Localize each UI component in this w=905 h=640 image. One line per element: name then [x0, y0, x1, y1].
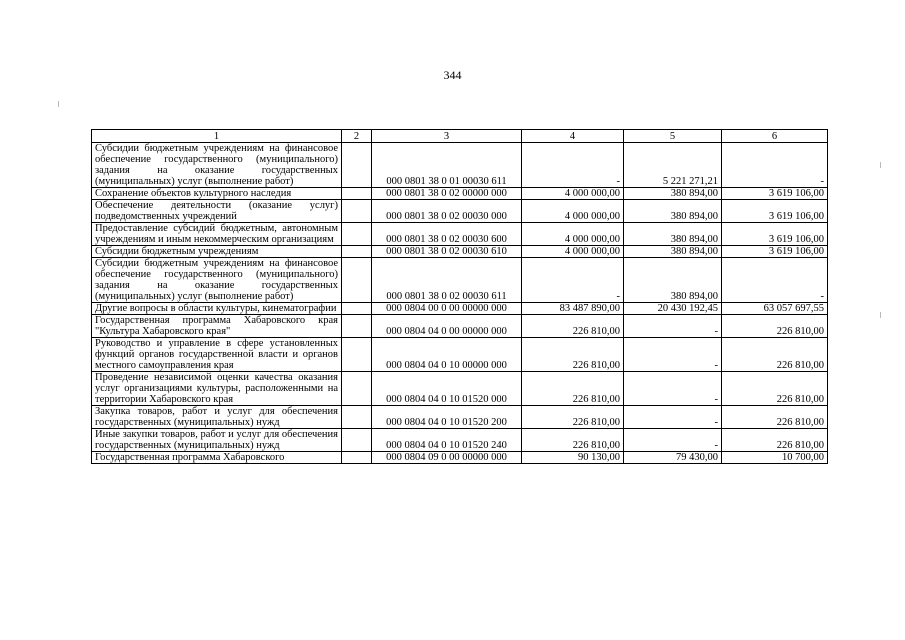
- row-col2: [342, 200, 372, 223]
- row-code: 000 0804 09 0 00 00000 000: [372, 452, 522, 464]
- row-code: 000 0804 04 0 10 01520 240: [372, 429, 522, 452]
- row-code: 000 0801 38 0 02 00030 600: [372, 223, 522, 246]
- row-name: Сохранение объектов культурного наследия: [92, 188, 342, 200]
- row-name: Иные закупки товаров, работ и услуг для обеспечения государственных (муниципальных) нужд: [92, 429, 342, 452]
- row-col2: [342, 303, 372, 315]
- row-value-6: -: [722, 258, 828, 303]
- row-value-5: 380 894,00: [624, 223, 722, 246]
- row-value-6: 226 810,00: [722, 429, 828, 452]
- row-value-5: 79 430,00: [624, 452, 722, 464]
- row-value-5: 380 894,00: [624, 258, 722, 303]
- row-code: 000 0804 04 0 00 00000 000: [372, 315, 522, 338]
- row-value-6: -: [722, 143, 828, 188]
- row-value-4: 4 000 000,00: [522, 246, 624, 258]
- row-value-6: 226 810,00: [722, 315, 828, 338]
- table-row: [92, 406, 828, 429]
- row-value-4: 83 487 890,00: [522, 303, 624, 315]
- row-name: Государственная программа Хабаровского края "Культура Хабаровского края": [92, 315, 342, 338]
- row-col2: [342, 452, 372, 464]
- table-row: [92, 303, 828, 315]
- row-name: Проведение независимой оценки качества оказания услуг организациями культуры, расположенными на территории Хабаровского края: [92, 372, 342, 406]
- table-row: [92, 246, 828, 258]
- table-row: [92, 372, 828, 406]
- row-value-4: 226 810,00: [522, 406, 624, 429]
- row-value-5: 20 430 192,45: [624, 303, 722, 315]
- row-value-6: 3 619 106,00: [722, 246, 828, 258]
- row-col2: [342, 406, 372, 429]
- column-header-1: 1: [92, 130, 342, 143]
- table-header-row: [92, 130, 828, 143]
- row-value-4: 4 000 000,00: [522, 200, 624, 223]
- row-value-6: 226 810,00: [722, 372, 828, 406]
- row-code: 000 0801 38 0 02 00030 611: [372, 258, 522, 303]
- row-value-6: 10 700,00: [722, 452, 828, 464]
- row-name: Руководство и управление в сфере установленных функций органов государственной власти и органов местного самоуправления края: [92, 338, 342, 372]
- row-code: 000 0801 38 0 02 00030 610: [372, 246, 522, 258]
- row-name: Субсидии бюджетным учреждениям на финансовое обеспечение государственного (муниципального) задания на оказание государственных (муниципальных) услуг (выполнение работ): [92, 258, 342, 303]
- row-name: Закупка товаров, работ и услуг для обеспечения государственных (муниципальных) нужд: [92, 406, 342, 429]
- row-name: Обеспечение деятельности (оказание услуг) подведомственных учреждений: [92, 200, 342, 223]
- row-name: Предоставление субсидий бюджетным, автономным учреждениям и иным некоммерческим организациям: [92, 223, 342, 246]
- table-row: [92, 200, 828, 223]
- row-code: 000 0804 04 0 10 00000 000: [372, 338, 522, 372]
- column-header-2: 2: [342, 130, 372, 143]
- row-code: 000 0804 04 0 10 01520 200: [372, 406, 522, 429]
- row-value-4: 226 810,00: [522, 338, 624, 372]
- row-value-4: 226 810,00: [522, 315, 624, 338]
- column-header-5: 5: [624, 130, 722, 143]
- row-value-6: 226 810,00: [722, 406, 828, 429]
- row-value-5: -: [624, 406, 722, 429]
- row-code: 000 0801 38 0 02 00030 000: [372, 200, 522, 223]
- table-row: [92, 143, 828, 188]
- row-value-5: -: [624, 429, 722, 452]
- row-value-6: 3 619 106,00: [722, 188, 828, 200]
- column-header-4: 4: [522, 130, 624, 143]
- row-value-5: 380 894,00: [624, 188, 722, 200]
- scan-edge-mark: [58, 101, 59, 107]
- row-value-5: 380 894,00: [624, 200, 722, 223]
- table-row: [92, 188, 828, 200]
- row-col2: [342, 258, 372, 303]
- page-number: 344: [443, 68, 462, 82]
- column-header-3: 3: [372, 130, 522, 143]
- row-name: Государственная программа Хабаровского: [92, 452, 342, 464]
- row-name: Субсидии бюджетным учреждениям: [92, 246, 342, 258]
- row-code: 000 0804 04 0 10 01520 000: [372, 372, 522, 406]
- row-value-4: -: [522, 258, 624, 303]
- row-name: Субсидии бюджетным учреждениям на финансовое обеспечение государственного (муниципального) задания на оказание государственных (муниципальных) услуг (выполнение работ): [92, 143, 342, 188]
- row-col2: [342, 246, 372, 258]
- row-value-5: -: [624, 338, 722, 372]
- row-col2: [342, 188, 372, 200]
- row-col2: [342, 315, 372, 338]
- row-value-4: 4 000 000,00: [522, 223, 624, 246]
- row-value-6: 226 810,00: [722, 338, 828, 372]
- table-row: [92, 315, 828, 338]
- row-value-6: 63 057 697,55: [722, 303, 828, 315]
- row-value-6: 3 619 106,00: [722, 200, 828, 223]
- row-col2: [342, 223, 372, 246]
- row-value-4: 226 810,00: [522, 372, 624, 406]
- row-value-5: 5 221 271,21: [624, 143, 722, 188]
- row-col2: [342, 429, 372, 452]
- row-value-5: 380 894,00: [624, 246, 722, 258]
- row-col2: [342, 143, 372, 188]
- row-name: Другие вопросы в области культуры, кинематографии: [92, 303, 342, 315]
- budget-table: [91, 129, 828, 464]
- row-value-5: -: [624, 315, 722, 338]
- table-row: [92, 258, 828, 303]
- row-value-5: -: [624, 372, 722, 406]
- row-code: 000 0801 38 0 02 00000 000: [372, 188, 522, 200]
- table-row: [92, 429, 828, 452]
- row-value-4: 4 000 000,00: [522, 188, 624, 200]
- scan-edge-mark: [880, 162, 881, 168]
- row-code: 000 0804 00 0 00 00000 000: [372, 303, 522, 315]
- row-code: 000 0801 38 0 01 00030 611: [372, 143, 522, 188]
- row-value-4: 90 130,00: [522, 452, 624, 464]
- row-value-4: 226 810,00: [522, 429, 624, 452]
- table-row: [92, 452, 828, 464]
- table-row: [92, 338, 828, 372]
- row-col2: [342, 338, 372, 372]
- table-row: [92, 223, 828, 246]
- row-col2: [342, 372, 372, 406]
- scan-edge-mark: [880, 312, 881, 318]
- row-value-6: 3 619 106,00: [722, 223, 828, 246]
- column-header-6: 6: [722, 130, 828, 143]
- row-value-4: -: [522, 143, 624, 188]
